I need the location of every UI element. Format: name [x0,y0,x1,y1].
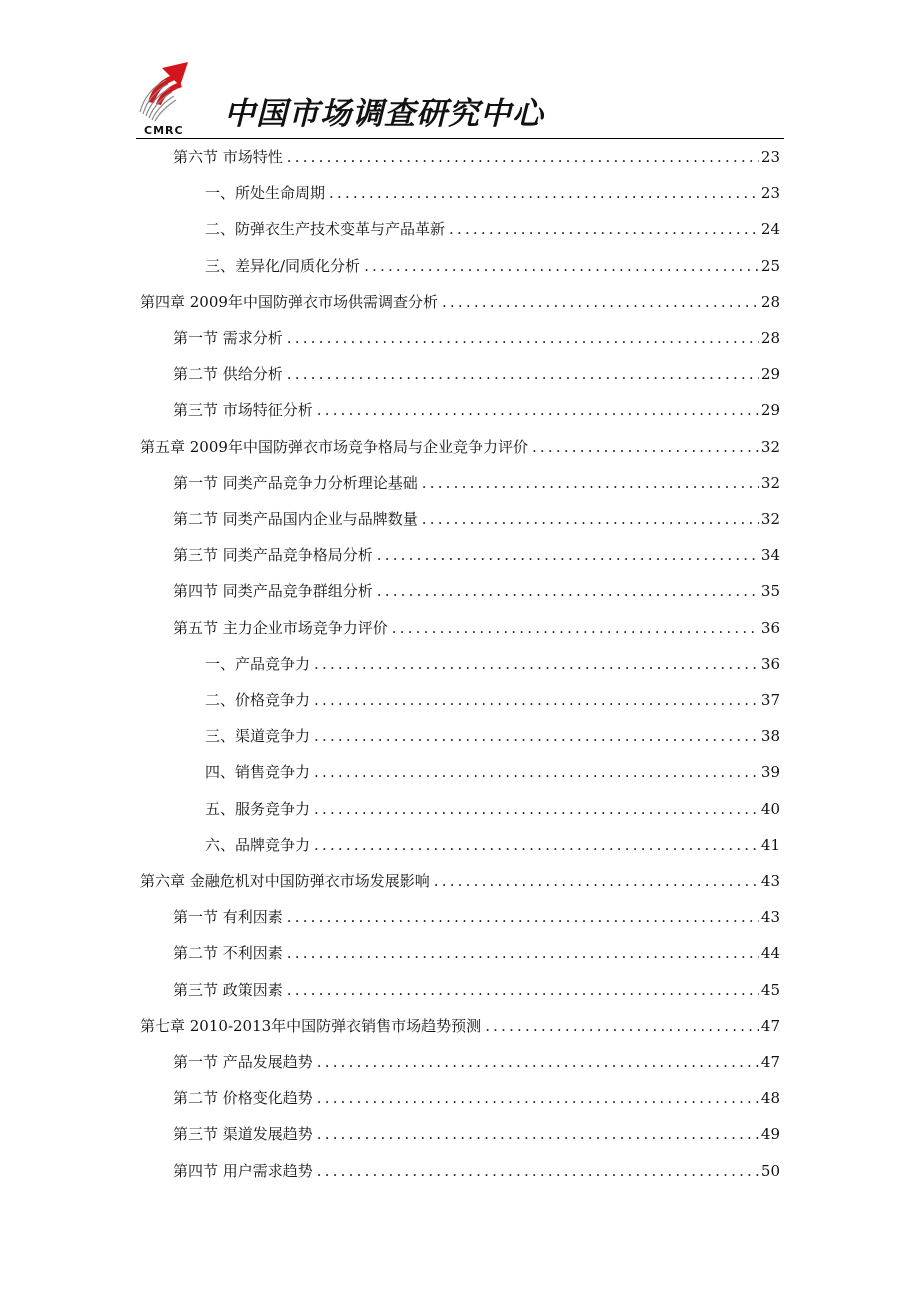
toc-entry[interactable] [173,506,780,532]
toc-entry[interactable] [173,1085,780,1111]
toc-leader-dots [422,470,759,496]
toc-leader-dots [377,578,759,604]
toc-entry-page: 25 [760,257,780,275]
toc-entry[interactable] [173,977,780,1003]
toc-entry[interactable] [205,253,780,279]
toc-entry-page: 32 [760,438,780,456]
toc-entry-title: 第三节 政策因素 [173,981,283,999]
logo-text: CMRC [144,124,184,137]
toc-entry-title: 五、服务竞争力 [205,800,311,818]
toc-leader-dots [364,253,759,279]
toc-entry[interactable] [173,470,780,496]
toc-entry[interactable] [140,289,780,315]
toc-entry-title: 第四章 2009年中国防弹衣市场供需调查分析 [140,293,438,311]
organization-name: 中国市场调查研究中心 [224,96,544,132]
toc-entry-title: 一、产品竞争力 [205,655,311,673]
toc-entry-title: 第六章 金融危机对中国防弹衣市场发展影响 [140,872,430,890]
toc-entry[interactable] [173,578,780,604]
toc-entry-page: 48 [760,1089,780,1107]
toc-leader-dots [287,325,759,351]
toc-entry-page: 38 [760,727,780,745]
toc-entry[interactable] [205,651,780,677]
toc-leader-dots [532,434,759,460]
toc-entry-title: 六、品牌竞争力 [205,836,311,854]
toc-entry-title: 第三节 渠道发展趋势 [173,1125,313,1143]
toc-entry-page: 39 [760,763,780,781]
toc-entry[interactable] [205,759,780,785]
toc-leader-dots [287,361,759,387]
toc-entry[interactable] [173,361,780,387]
toc-entry-page: 40 [760,800,780,818]
toc-leader-dots [317,1121,759,1147]
toc-leader-dots [329,180,759,206]
toc-entry-page: 41 [760,836,780,854]
toc-leader-dots [449,216,759,242]
toc-entry-page: 50 [760,1162,780,1180]
toc-entry[interactable] [205,687,780,713]
toc-leader-dots [422,506,759,532]
toc-entry-page: 44 [760,944,780,962]
toc-leader-dots [287,904,759,930]
toc-entry-page: 35 [760,582,780,600]
toc-leader-dots [314,651,759,677]
toc-entry[interactable] [205,723,780,749]
toc-leader-dots [434,868,759,894]
toc-entry-page: 28 [760,293,780,311]
toc-entry-title: 四、销售竞争力 [205,763,311,781]
toc-entry[interactable] [173,1158,780,1184]
toc-leader-dots [287,977,759,1003]
toc-entry-title: 第三节 市场特征分析 [173,401,313,419]
toc-entry[interactable] [140,1013,780,1039]
toc-entry-title: 二、防弹衣生产技术变革与产品革新 [205,220,446,238]
toc-entry-title: 第二节 同类产品国内企业与品牌数量 [173,510,418,528]
toc-entry-title: 第五节 主力企业市场竞争力评价 [173,619,388,637]
toc-leader-dots [485,1013,759,1039]
toc-entry-page: 23 [760,184,780,202]
toc-entry-title: 第三节 同类产品竞争格局分析 [173,546,373,564]
toc-entry[interactable] [205,796,780,822]
toc-leader-dots [442,289,759,315]
toc-entry-title: 一、所处生命周期 [205,184,326,202]
toc-entry-page: 29 [760,401,780,419]
toc-entry-title: 第二节 供给分析 [173,365,283,383]
toc-leader-dots [314,723,759,749]
toc-entry-title: 第一节 产品发展趋势 [173,1053,313,1071]
toc-entry-page: 32 [760,510,780,528]
toc-entry[interactable] [173,144,780,170]
toc-entry-page: 47 [760,1017,780,1035]
toc-entry[interactable] [205,832,780,858]
toc-entry-page: 23 [760,148,780,166]
toc-entry[interactable] [140,434,780,460]
toc-entry-title: 第一节 有利因素 [173,908,283,926]
toc-entry-title: 三、渠道竞争力 [205,727,311,745]
toc-leader-dots [317,1158,759,1184]
toc-entry[interactable] [173,1049,780,1075]
toc-entry-title: 第二节 价格变化趋势 [173,1089,313,1107]
toc-entry-page: 43 [760,908,780,926]
toc-leader-dots [314,687,759,713]
toc-entry-title: 第四节 用户需求趋势 [173,1162,313,1180]
toc-entry-title: 第五章 2009年中国防弹衣市场竞争格局与企业竞争力评价 [140,438,528,456]
toc-entry[interactable] [205,180,780,206]
toc-leader-dots [287,940,759,966]
toc-entry[interactable] [173,1121,780,1147]
toc-entry-page: 34 [760,546,780,564]
toc-leader-dots [314,759,759,785]
toc-entry-title: 第四节 同类产品竞争群组分析 [173,582,373,600]
toc-leader-dots [317,1085,759,1111]
toc-entry-page: 49 [760,1125,780,1143]
toc-entry-page: 24 [760,220,780,238]
toc-entry-page: 43 [760,872,780,890]
toc-leader-dots [287,144,759,170]
toc-entry[interactable] [173,325,780,351]
toc-entry[interactable] [205,216,780,242]
toc-leader-dots [314,832,759,858]
toc-entry[interactable] [140,868,780,894]
toc-entry[interactable] [173,904,780,930]
toc-entry-page: 36 [760,655,780,673]
toc-entry-page: 36 [760,619,780,637]
toc-leader-dots [377,542,759,568]
toc-leader-dots [317,1049,759,1075]
toc-entry-title: 第六节 市场特性 [173,148,283,166]
toc-entry-title: 二、价格竞争力 [205,691,311,709]
toc-entry[interactable] [173,615,780,641]
toc-leader-dots [317,397,759,423]
toc-entry-page: 45 [760,981,780,999]
toc-entry-title: 第七章 2010-2013年中国防弹衣销售市场趋势预测 [140,1017,482,1035]
toc-entry-title: 第一节 需求分析 [173,329,283,347]
toc-entry-page: 28 [760,329,780,347]
toc-entry-title: 三、差异化/同质化分析 [205,257,361,275]
toc-entry[interactable] [173,542,780,568]
toc-entry-page: 29 [760,365,780,383]
toc-entry[interactable] [173,397,780,423]
toc-entry-title: 第一节 同类产品竞争力分析理论基础 [173,474,418,492]
toc-leader-dots [392,615,759,641]
toc-entry-page: 37 [760,691,780,709]
toc-leader-dots [314,796,759,822]
toc-entry-page: 47 [760,1053,780,1071]
toc-entry[interactable] [173,940,780,966]
toc-entry-page: 32 [760,474,780,492]
toc-entry-title: 第二节 不利因素 [173,944,283,962]
